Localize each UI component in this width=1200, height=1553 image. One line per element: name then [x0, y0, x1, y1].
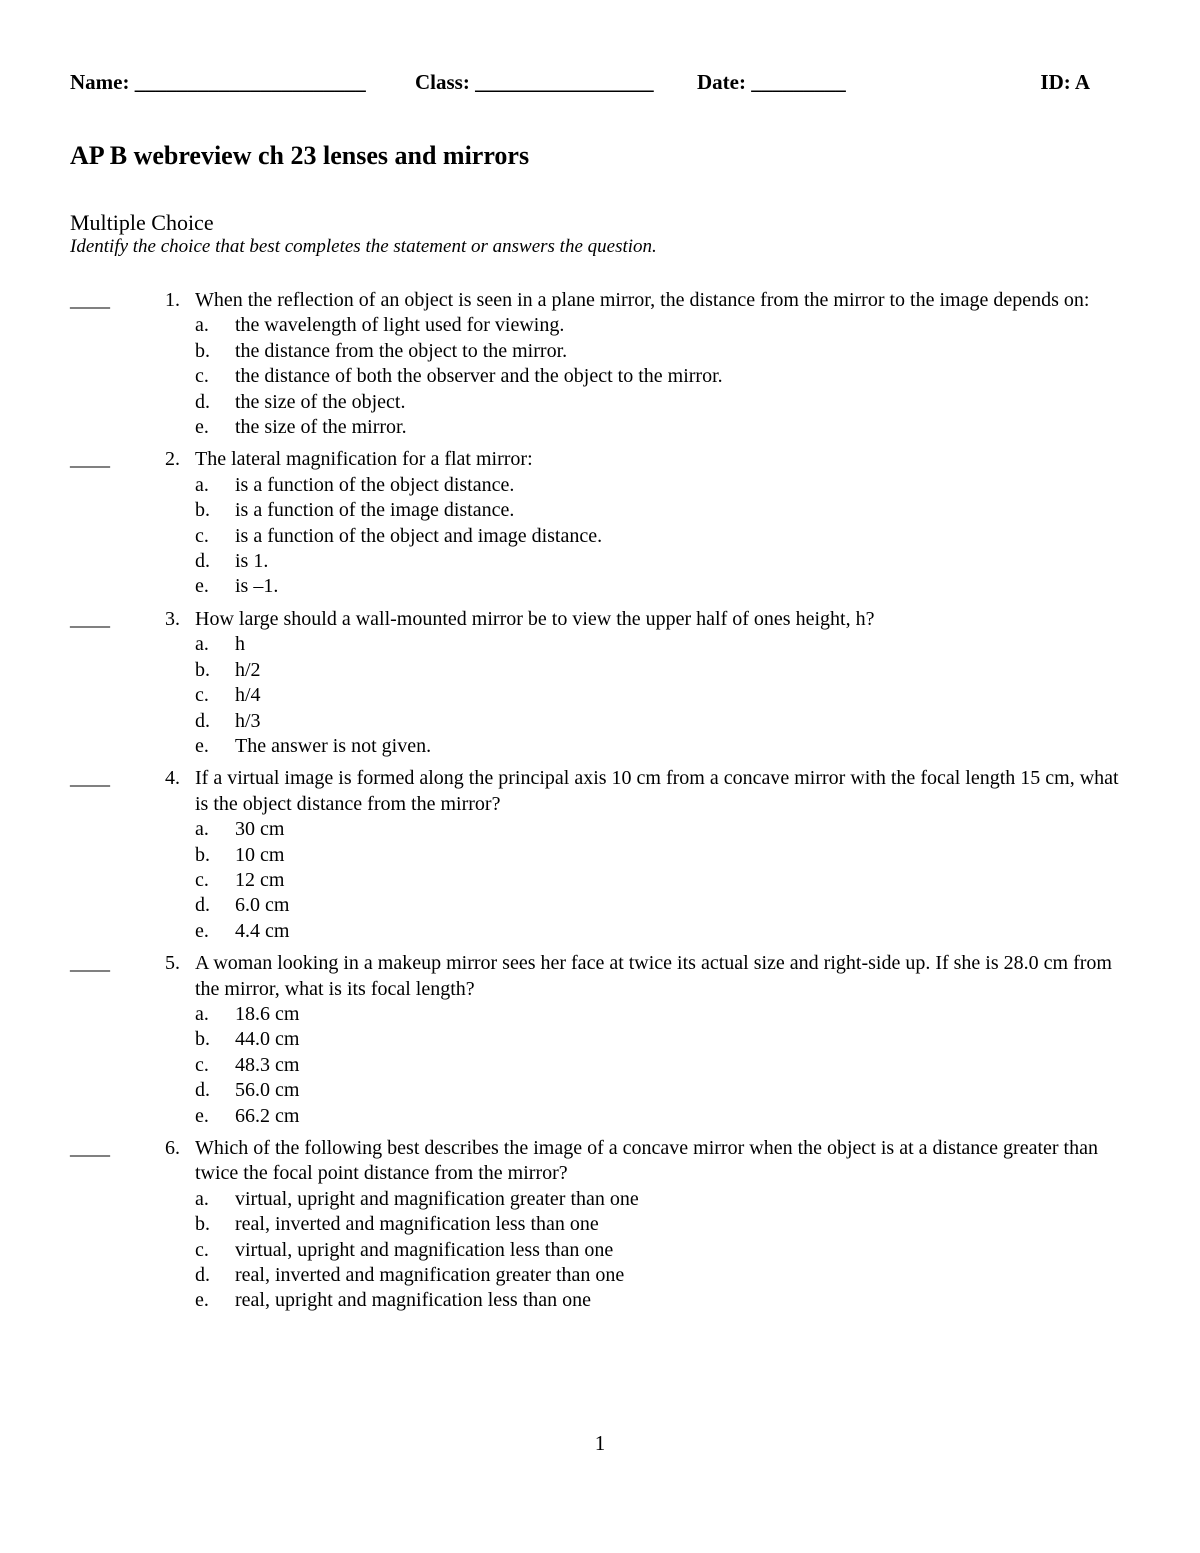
choice-text: the size of the mirror. — [235, 416, 407, 439]
name-field: Name: ______________________ — [70, 70, 366, 94]
choice-letter: b. — [195, 843, 210, 866]
choice-letter: c. — [195, 1053, 209, 1076]
choice-item — [195, 709, 1135, 734]
date-field: Date: _________ — [697, 70, 846, 94]
choice-list — [70, 313, 1135, 440]
choice-item — [195, 339, 1135, 364]
question-item — [70, 951, 1135, 1129]
choice-text: the distance of both the observer and the object to the mirror. — [235, 365, 723, 388]
answer-blank: ____ — [70, 289, 110, 311]
choice-letter: e. — [195, 919, 209, 942]
choice-item — [195, 893, 1135, 918]
question-item — [70, 288, 1135, 440]
choice-text: the distance from the object to the mirror. — [235, 339, 568, 362]
choice-letter: a. — [195, 1187, 209, 1210]
choice-text: the size of the object. — [235, 390, 406, 413]
section-instruction: Identify the choice that best completes the statement or answers the question. — [70, 236, 657, 257]
choice-text: h — [235, 633, 245, 656]
choice-letter: b. — [195, 499, 210, 522]
choice-letter: b. — [195, 658, 210, 681]
choice-letter: d. — [195, 709, 210, 732]
choice-item — [195, 919, 1135, 944]
choice-letter: c. — [195, 868, 209, 891]
choice-item — [195, 1288, 1135, 1313]
question-number: 2. — [165, 448, 180, 471]
choice-text: is a function of the object distance. — [235, 473, 515, 496]
question-stem: Which of the following best describes the image of a concave mirror when the object is at a distance greater than twice the focal point distance from the mirror? — [195, 1137, 1098, 1185]
choice-text: 44.0 cm — [235, 1028, 300, 1051]
question-item — [70, 766, 1135, 944]
choice-text: 66.2 cm — [235, 1104, 300, 1127]
choice-item — [195, 1212, 1135, 1237]
answer-blank: ____ — [70, 448, 110, 471]
question-number: 1. — [165, 289, 180, 311]
choice-text: the wavelength of light used for viewing. — [235, 314, 565, 337]
choice-item — [195, 364, 1135, 389]
choice-item — [195, 1263, 1135, 1288]
choice-letter: a. — [195, 818, 209, 841]
choice-text: real, inverted and magnification less than one — [235, 1213, 599, 1236]
choice-letter: d. — [195, 894, 210, 917]
choice-letter: d. — [195, 1264, 210, 1287]
question-stem: The lateral magnification for a flat mirror: — [195, 448, 533, 471]
choice-item — [195, 1238, 1135, 1263]
question-list — [70, 288, 1135, 1321]
choice-item — [195, 658, 1135, 683]
choice-letter: c. — [195, 365, 209, 388]
choice-item — [195, 1104, 1135, 1129]
question-number: 5. — [165, 952, 180, 975]
choice-text: h/4 — [235, 684, 261, 707]
choice-item — [195, 734, 1135, 759]
choice-letter: d. — [195, 550, 210, 573]
choice-text: is –1. — [235, 575, 279, 598]
choice-item — [195, 415, 1135, 440]
question-item — [70, 1136, 1135, 1314]
choice-letter: a. — [195, 314, 209, 337]
choice-item — [195, 1187, 1135, 1212]
document-title: AP B webreview ch 23 lenses and mirrors — [70, 141, 530, 170]
question-stem: When the reflection of an object is seen in a plane mirror, the distance from the mirror to the image depends on: — [195, 289, 1090, 311]
choice-item — [195, 1027, 1135, 1052]
choice-list — [70, 632, 1135, 759]
choice-list — [70, 817, 1135, 944]
choice-text: 48.3 cm — [235, 1053, 300, 1076]
choice-letter: c. — [195, 524, 209, 547]
choice-letter: a. — [195, 633, 209, 656]
choice-item — [195, 524, 1135, 549]
choice-letter: e. — [195, 416, 209, 439]
choice-item — [195, 1002, 1135, 1027]
choice-letter: d. — [195, 390, 210, 413]
choice-text: 4.4 cm — [235, 919, 290, 942]
question-number: 6. — [165, 1137, 180, 1159]
choice-item — [195, 1053, 1135, 1078]
choice-item — [195, 1078, 1135, 1103]
choice-item — [195, 473, 1135, 498]
choice-text: h/3 — [235, 709, 261, 732]
choice-text: 30 cm — [235, 818, 285, 841]
choice-letter: b. — [195, 1028, 210, 1051]
choice-text: 6.0 cm — [235, 894, 290, 917]
answer-blank: ____ — [70, 767, 110, 790]
choice-letter: d. — [195, 1079, 210, 1102]
choice-item — [195, 868, 1135, 893]
choice-text: is a function of the image distance. — [235, 499, 515, 522]
choice-text: is 1. — [235, 550, 269, 573]
choice-letter: b. — [195, 339, 210, 362]
header-fields — [70, 70, 1090, 98]
choice-letter: b. — [195, 1213, 210, 1236]
choice-text: 18.6 cm — [235, 1002, 300, 1025]
choice-list — [70, 1187, 1135, 1314]
choice-letter: e. — [195, 1289, 209, 1312]
id-field: ID: A — [1040, 70, 1090, 94]
choice-text: 12 cm — [235, 868, 285, 891]
choice-letter: e. — [195, 1104, 209, 1127]
choice-item — [195, 390, 1135, 415]
choice-item — [195, 549, 1135, 574]
choice-letter: e. — [195, 575, 209, 598]
question-stem: A woman looking in a makeup mirror sees her face at twice its actual size and right-side up. If she is 28.0 cm from the mirror, what is its focal length? — [195, 952, 1112, 1000]
choice-text: 10 cm — [235, 843, 285, 866]
choice-text: real, inverted and magnification greater than one — [235, 1264, 625, 1287]
page-number: 1 — [594, 1431, 606, 1455]
choice-item — [195, 574, 1135, 599]
choice-text: The answer is not given. — [235, 734, 432, 757]
answer-blank: ____ — [70, 1137, 110, 1159]
question-item — [70, 607, 1135, 759]
choice-list — [70, 473, 1135, 600]
choice-item — [195, 498, 1135, 523]
choice-letter: c. — [195, 1238, 209, 1261]
question-stem: How large should a wall-mounted mirror be to view the upper half of ones height, h? — [195, 607, 875, 630]
class-field: Class: _________________ — [415, 70, 654, 94]
choice-letter: c. — [195, 684, 209, 707]
choice-text: virtual, upright and magnification less than one — [235, 1238, 614, 1261]
question-number: 4. — [165, 767, 180, 790]
choice-item — [195, 313, 1135, 338]
question-number: 3. — [165, 607, 180, 630]
section-heading: Multiple Choice — [70, 210, 214, 235]
question-stem: If a virtual image is formed along the principal axis 10 cm from a concave mirror with the focal length 15 cm, what is the object distance from the mirror? — [195, 767, 1119, 815]
answer-blank: ____ — [70, 952, 110, 975]
answer-blank: ____ — [70, 607, 110, 630]
question-item — [70, 447, 1135, 599]
choice-list — [70, 1002, 1135, 1129]
choice-letter: a. — [195, 473, 209, 496]
choice-item — [195, 817, 1135, 842]
choice-text: is a function of the object and image distance. — [235, 524, 603, 547]
choice-item — [195, 683, 1135, 708]
choice-letter: a. — [195, 1002, 209, 1025]
choice-text: virtual, upright and magnification greater than one — [235, 1187, 639, 1210]
choice-item — [195, 632, 1135, 657]
choice-text: real, upright and magnification less than one — [235, 1289, 592, 1312]
choice-item — [195, 843, 1135, 868]
choice-text: 56.0 cm — [235, 1079, 300, 1102]
choice-letter: e. — [195, 734, 209, 757]
choice-text: h/2 — [235, 658, 261, 681]
